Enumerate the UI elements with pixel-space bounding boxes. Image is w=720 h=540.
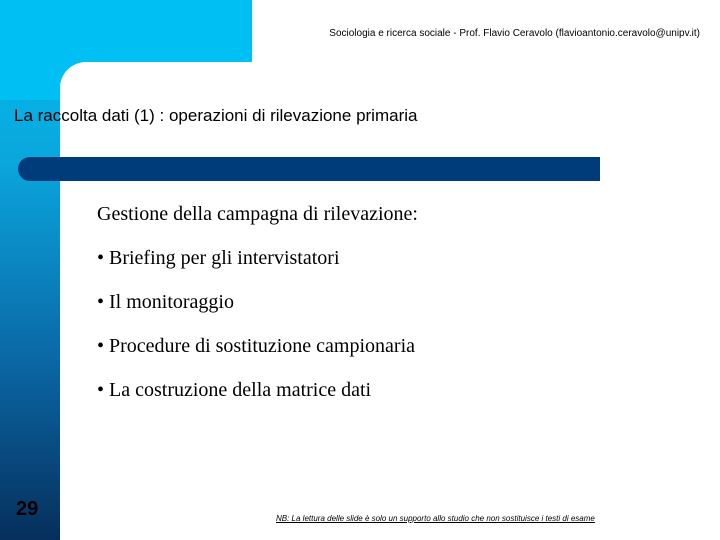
bullet-item: • Il monitoraggio [97,291,234,313]
content-heading: Gestione della campagna di rilevazione: [97,203,418,225]
bullet-item: • Procedure di sostituzione campionaria [97,335,416,357]
bullet-item: • La costruzione della matrice dati [97,379,372,401]
title-underline-bar [18,157,600,181]
footer-note: NB: La lettura delle slide è solo un supporto allo studio che non sostituisce i testi di esame [276,514,595,523]
slide-content [97,200,697,420]
page-number: 29 [16,498,39,520]
course-header: Sociologia e ricerca sociale - Prof. Flavio Ceravolo (flavioantonio.ceravolo@unipv.it) [329,28,700,39]
bullet-item: • Briefing per gli intervistatori [97,247,340,269]
slide-title: La raccolta dati (1) : operazioni di rilevazione primaria [14,106,418,125]
